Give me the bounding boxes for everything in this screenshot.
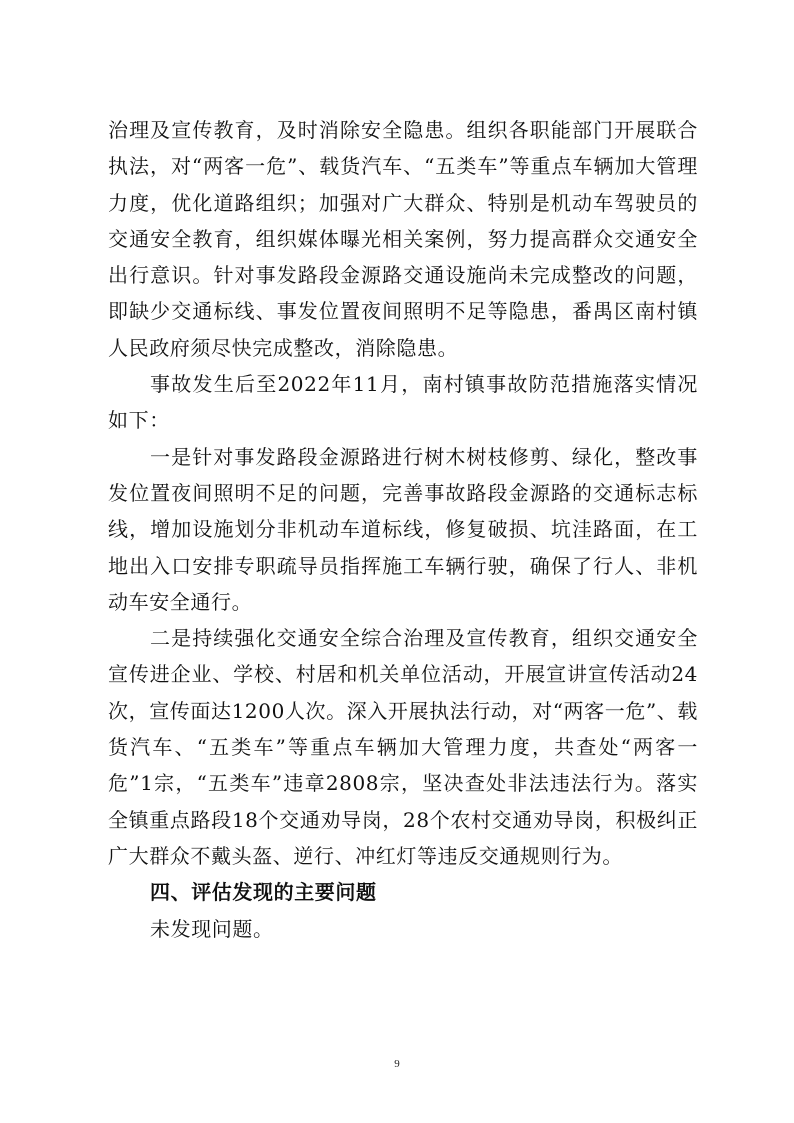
- section-heading: 四、评估发现的主要问题: [150, 880, 377, 905]
- paragraph-measure-two: 二是持续强化交通安全综合治理及宣传教育，组织交通安全宣传进企业、学校、村居和机关单位活动，开展宣讲宣传活动24次，宣传面达1200人次。深入开展执法行动，对“两客一危”、载货汽车、“五类车”等重点车辆加大管理力度，共查处“两客一危”1宗，“五类车”违章2808宗，坚决查处非法违法行为。落实全镇重点路段18个交通劝导岗，28个农村交通劝导岗，积极纠正广大群众不戴头盔、逆行、冲红灯等违反交通规则行为。: [108, 626, 698, 868]
- page-number: 9: [394, 1058, 400, 1070]
- page-content: [108, 112, 698, 948]
- paragraph-prevention-measures: 治理及宣传教育，及时消除安全隐患。组织各职能部门开展联合执法，对“两客一危”、载货汽车、“五类车”等重点车辆加大管理力度，优化道路组织；加强对广大群众、特别是机动车驾驶员的交通安全教育，组织媒体曝光相关案例，努力提高群众交通安全出行意识。针对事发路段金源路交通设施尚未完成整改的问题，即缺少交通标线、事发位置夜间照明不足等隐患，番禺区南村镇人民政府须尽快完成整改，消除隐患。: [108, 118, 698, 360]
- paragraph-measure-one: 一是针对事发路段金源路进行树木树枝修剪、绿化，整改事发位置夜间照明不足的问题，完善事故路段金源路的交通标志标线，增加设施划分非机动车道标线，修复破损、坑洼路面，在工地出入口安排专职疏导员指挥施工车辆行驶，确保了行人、非机动车安全通行。: [108, 444, 698, 614]
- section-body: 未发现问题。: [150, 917, 274, 942]
- paragraph-implementation-intro: 事故发生后至2022年11月，南村镇事故防范措施落实情况如下：: [108, 372, 698, 433]
